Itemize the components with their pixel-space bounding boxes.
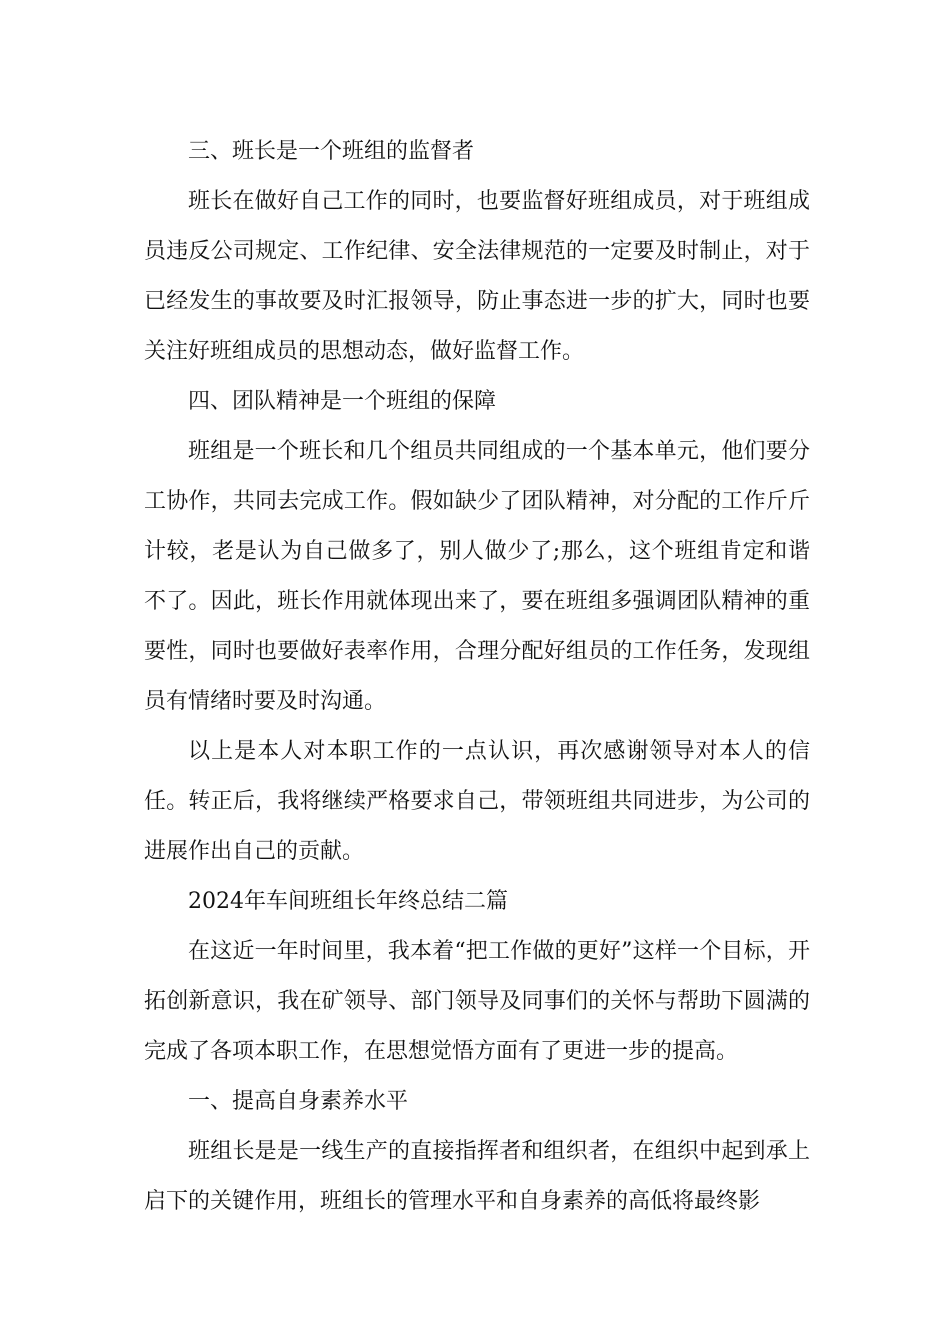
document-body [144, 127, 810, 1227]
paragraph: 在这近一年时间里，我本着“把工作做的更好”这样一个目标，开拓创新意识，我在矿领导、部门领导及同事们的关怀与帮助下圆满的完成了各项本职工作，在思想觉悟方面有了更进一步的提高。 [144, 939, 810, 1064]
article-title: 2024年车间班组长年终总结二篇 [188, 889, 508, 914]
paragraph: 班组是一个班长和几个组员共同组成的一个基本单元，他们要分工协作，共同去完成工作。假如缺少了团队精神，对分配的工作斤斤计较，老是认为自己做多了，别人做少了;那么，这个班组肯定和谐不了。因此，班长作用就体现出来了，要在班组多强调团队精神的重要性，同时也要做好表率作用，合理分配好组员的工作任务，发现组员有情绪时要及时沟通。 [144, 439, 810, 714]
paragraph: 以上是本人对本职工作的一点认识，再次感谢领导对本人的信任。转正后，我将继续严格要求自己，带领班组共同进步，为公司的进展作出自己的贡献。 [144, 739, 810, 864]
section-heading-3: 三、班长是一个班组的监督者 [188, 139, 475, 164]
section-heading-4: 四、团队精神是一个班组的保障 [188, 389, 497, 414]
section-heading-1: 一、提高自身素养水平 [188, 1089, 409, 1114]
paragraph: 班组长是是一线生产的直接指挥者和组织者，在组织中起到承上启下的关键作用，班组长的管理水平和自身素养的高低将最终影 [144, 1139, 810, 1214]
paragraph: 班长在做好自己工作的同时，也要监督好班组成员，对于班组成员违反公司规定、工作纪律、安全法律规范的一定要及时制止，对于已经发生的事故要及时汇报领导，防止事态进一步的扩大，同时也要关注好班组成员的思想动态，做好监督工作。 [144, 189, 810, 364]
